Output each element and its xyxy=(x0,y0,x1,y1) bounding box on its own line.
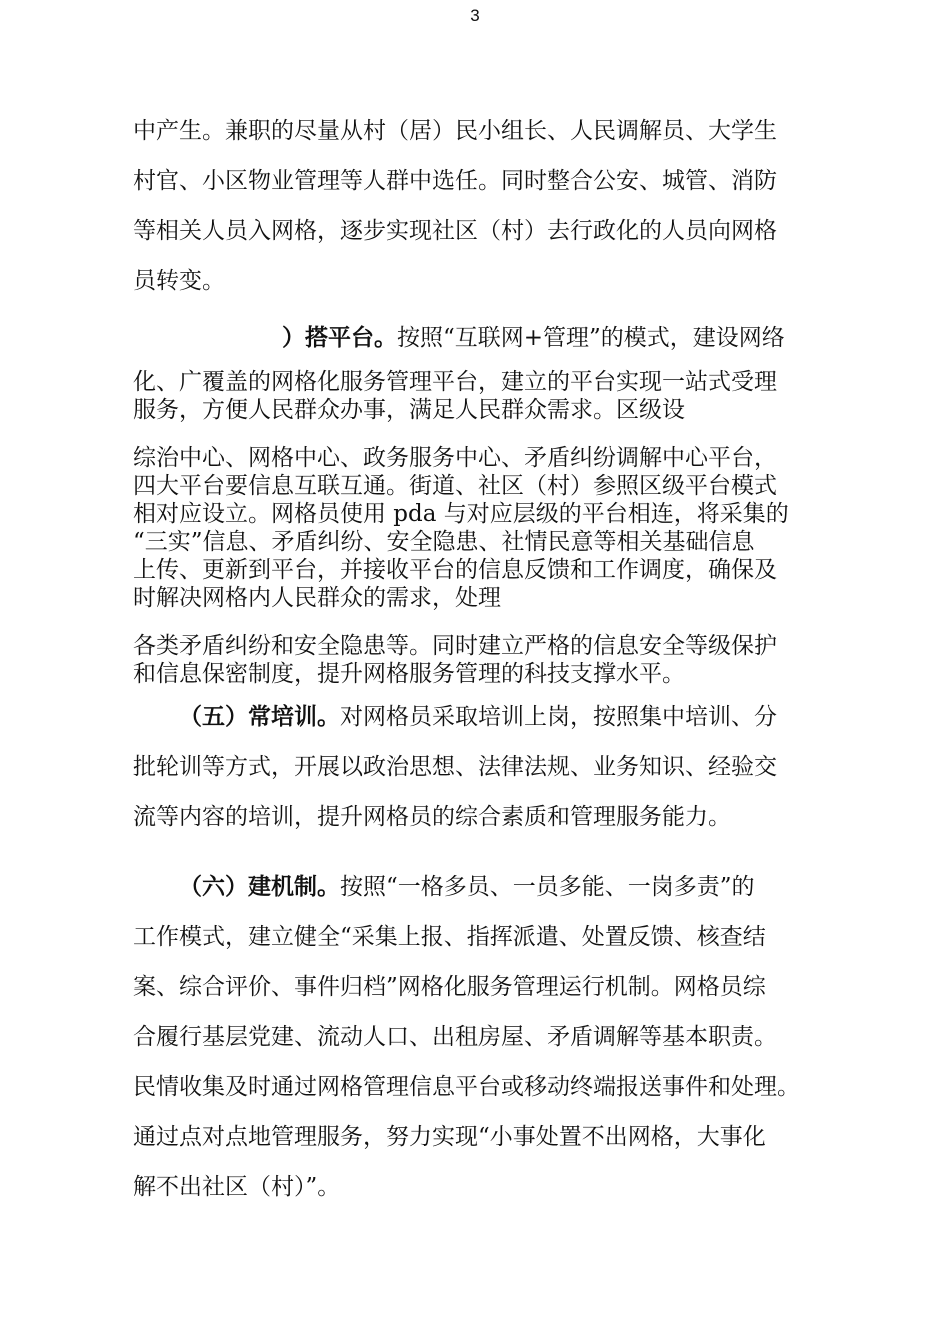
paragraph-platform-centers: 综治中心、网格中心、政务服务中心、矛盾纠纷调解中心平台， 四大平台要信息互联互通。街道、社区（村）参照区级平台模式 相对应设立。网格员使用 pda 与对应层级的平台相连，将采集的 “三实”信息、矛盾纠纷、安全隐患、社情民意等相关基础信息 上传、更新到平台，并接收平台的信息反馈和工作调度，确保及 时解决网格内人民群众的需求，处理 xyxy=(133,445,789,611)
section-heading-training: （五）常培训。 xyxy=(179,703,340,730)
paragraph-staffing-end: 中产生。兼职的尽量从村（居）民小组长、人民调解员、大学生 村官、小区物业管理等人群中选任。同时整合公安、城管、消防 等相关人员入网格，逐步实现社区（村）去行政化的人员向网格 员转变。 xyxy=(133,118,777,294)
paragraph-platform-first-line-text: 按照“互联网+管理”的模式，建设网络 xyxy=(397,325,785,351)
paragraph-platform-security: 各类矛盾纠纷和安全隐患等。同时建立严格的信息安全等级保护 和信息保密制度，提升网格服务管理的科技支撑水平。 xyxy=(133,633,777,687)
section-heading-platform: ）搭平台。 xyxy=(282,324,397,351)
paragraph-training xyxy=(133,692,833,842)
paragraph-platform-continued: 化、广覆盖的网格化服务管理平台，建立的平台实现一站式受理 服务，方便人民群众办事，满足人民群众需求。区级设 xyxy=(133,369,777,423)
section-heading-mechanism: （六）建机制。 xyxy=(179,873,340,900)
page-number: 3 xyxy=(470,6,480,25)
paragraph-mechanism xyxy=(133,862,833,1212)
paragraph-mechanism-text: 按照“一格多员、一员多能、一岗多责”的 工作模式，建立健全“采集上报、指挥派遣、处置反馈、核查结 案、综合评价、事件归档”网格化服务管理运行机制。网格员综 合履行基层党建、流动人口、出租房屋、矛盾调解等基本职责。 民情收集及时通过网格管理信息平台或移动终端报送事件和处理。 通过点对点地管理服务，努力实现“小事处置不出网格，大事化 解不出社区（村）”。 xyxy=(133,874,800,1200)
paragraph-platform-first-line xyxy=(282,318,842,358)
paragraph-training-text: 对网格员采取培训上岗，按照集中培训、分 批轮训等方式，开展以政治思想、法律法规、业务知识、经验交 流等内容的培训，提升网格员的综合素质和管理服务能力。 xyxy=(133,704,777,830)
